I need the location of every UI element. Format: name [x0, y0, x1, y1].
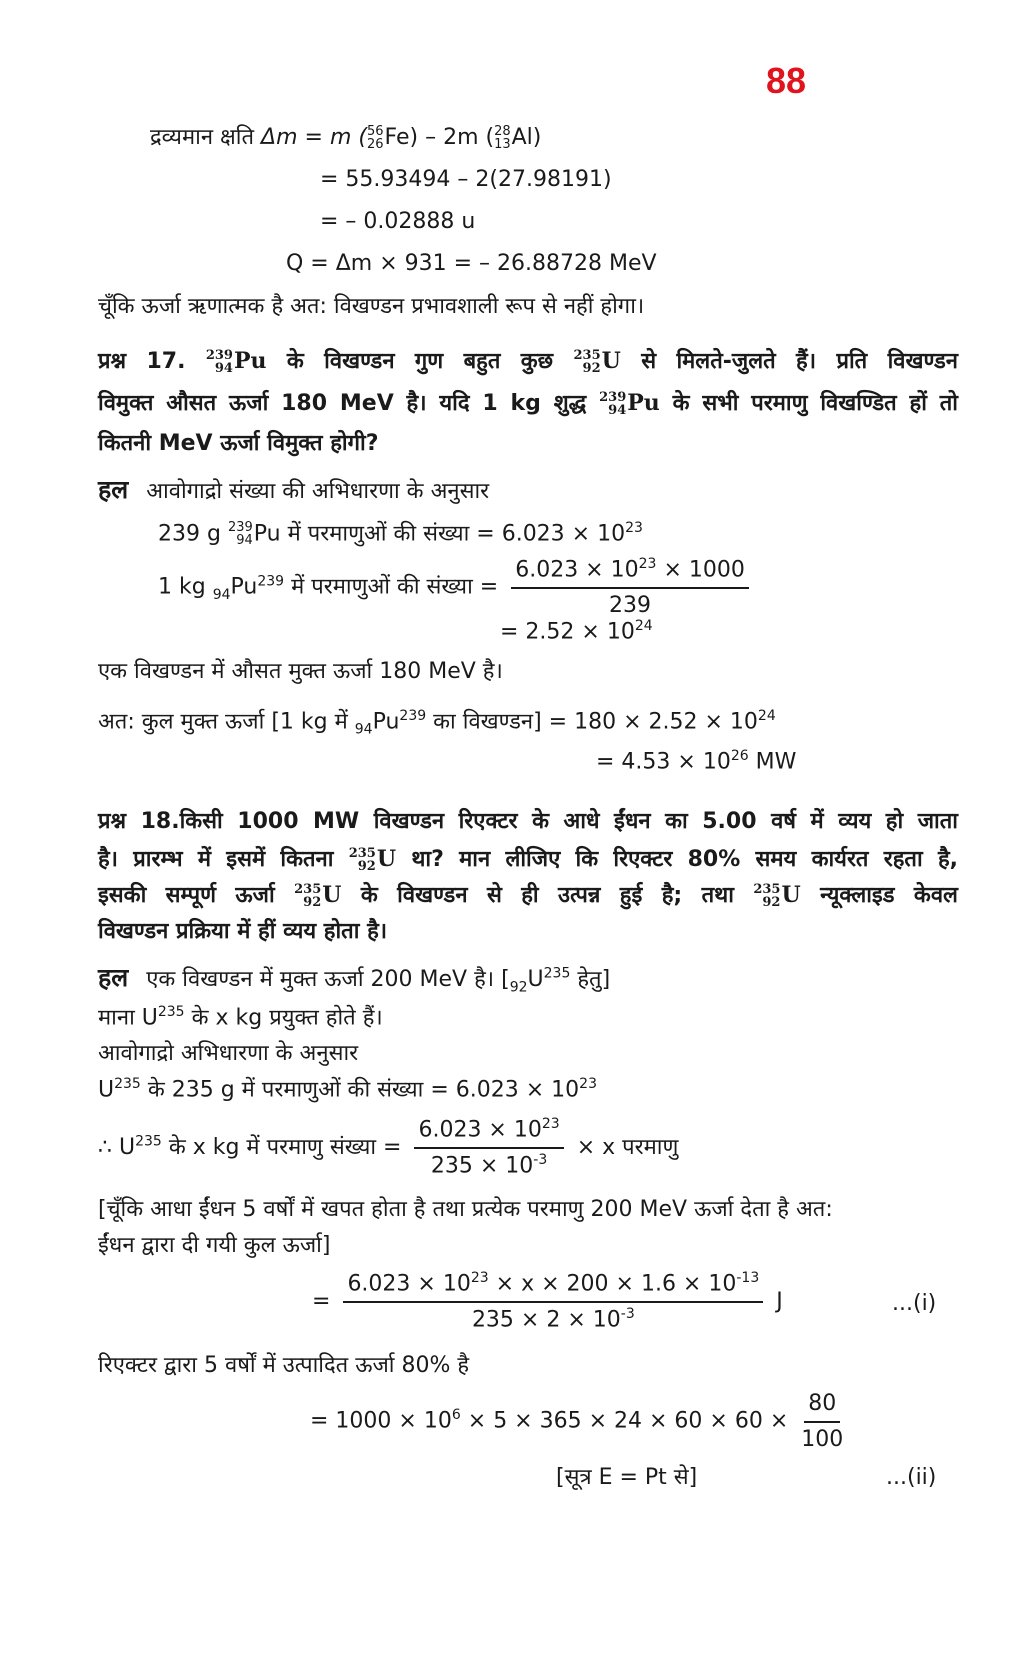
solution-18-avogadro: आवोगाद्रो अभिधारणा के अनुसार [98, 1041, 359, 1066]
solution-18-atoms-235g: $U^{235}$ के 235 g में परमाणुओं की संख्या = $6.023 \times 10^{23}$ [98, 1076, 597, 1103]
question-17-line-1: प्रश्न 17. 239 94 Pu के विखण्डन गुण बहुत कुछ 235 92 U से मिलते-जुलते हैं। प्रति विखण्डन [98, 348, 958, 376]
solution-17-total-energy: अत: कुल मुक्त ऊर्जा [1 kg में $_{94}Pu^{239}$ का विखण्डन] = $180 \times 2.52 \times 10^{24}$ [98, 708, 776, 738]
page-number: 88 [765, 60, 806, 101]
solution-18-energy-per-fission: हल एक विखण्डन में मुक्त ऊर्जा 200 MeV है। [$_{92}U^{235}$ हेतु] [98, 963, 611, 996]
solution-18-note-line-1: [चूँकि आधा ईंधन 5 वर्षों में खपत होता है तथा प्रत्येक परमाणु 200 MeV ऊर्जा देता है अत: [98, 1197, 833, 1222]
solution-18-equation-i: = $\frac{6.023 \times 10^{23} \times x \times 200 \times 1.6 \times 10^{-13}}{235 \times 2 \times 10^{-3}}$ J [312, 1270, 783, 1333]
formula-note: [सूत्र E = Pt से] [556, 1465, 698, 1490]
solution-18-atoms-xkg: ∴ $U^{235}$ के x kg में परमाणु संख्या = $\frac{6.023 \times 10^{23}}{235 \times 10^{-3}}$ × x परमाणु [98, 1116, 679, 1179]
solution-18-equation-ii: = $1000 \times 10^6 \times 5 \times 365 \times 24 \times 60 \times 60$ × $\frac{80}{100}$ [310, 1391, 844, 1452]
solution-17-atoms-1kg: 1 kg $_{94}Pu^{239}$ में परमाणुओं की संख्या = $\frac{6.023 \times 10^{23} \times 1000}{239}$ [158, 556, 755, 619]
solution-17-atoms-239g: 239 g 239 94 Pu में परमाणुओं की संख्या = $6.023 \times 10^{23}$ [158, 520, 643, 549]
mass-defect-line-3: = – 0.02888 u [320, 209, 476, 234]
solution-18-reactor-energy: रिएक्टर द्वारा 5 वर्षों में उत्पादित ऊर्जा 80% है [98, 1353, 470, 1378]
solution-18-assume: माना $U^{235}$ के x kg प्रयुक्त होते हैं। [98, 1004, 383, 1031]
question-18-line-2: है। प्रारम्भ में इसमें कितना 235 92 U था? मान लीजिए कि रिएक्टर 80% समय कार्यरत रहता है, [98, 846, 958, 874]
equation-i-tag: ...(i) [892, 1291, 937, 1316]
solution-18-note-line-2: ईंधन द्वारा दी गयी कुल ऊर्जा] [98, 1233, 331, 1258]
solution-17-result: = $4.53 \times 10^{26}$ MW [596, 748, 797, 775]
question-18-line-1: प्रश्न 18.किसी 1000 MW विखण्डन रिएक्टर के आधे ईंधन का 5.00 वर्ष में व्यय हो जाता [98, 809, 958, 834]
mass-defect-conclusion: चूँकि ऊर्जा ऋणात्मक है अत: विखण्डन प्रभावशाली रूप से नहीं होगा। [98, 294, 645, 319]
equation-ii-tag: ...(ii) [886, 1465, 937, 1490]
solution-17-atoms-result: = $2.52 \times 10^{24}$ [500, 618, 653, 645]
solution-17-intro: हल आवोगाद्रो संख्या की अभिधारणा के अनुसार [98, 475, 490, 504]
mass-defect-line-2: = 55.93494 – 2(27.98191) [320, 167, 612, 192]
question-18-line-3: इसकी सम्पूर्ण ऊर्जा 235 92 U के विखण्डन से ही उत्पन्न हुई है; तथा 235 92 U न्यूक्लाइड केवल [98, 882, 958, 910]
mass-defect-line-1: द्रव्यमान क्षति Δm = m ( 56 26 Fe) – 2m ( 28 13 Al) [150, 124, 542, 152]
question-17-line-3: कितनी MeV ऊर्जा विमुक्त होगी? [98, 431, 379, 456]
solution-17-average-energy: एक विखण्डन में औसत मुक्त ऊर्जा 180 MeV है। [98, 659, 503, 684]
q-value-line: Q = Δm × 931 = – 26.88728 MeV [286, 251, 657, 276]
question-17-line-2: विमुक्त औसत ऊर्जा 180 MeV है। यदि 1 kg शुद्ध 239 94 Pu के सभी परमाणु विखण्डित हों तो [98, 390, 958, 418]
question-18-line-4: विखण्डन प्रक्रिया में हीं व्यय होता है। [98, 919, 388, 944]
